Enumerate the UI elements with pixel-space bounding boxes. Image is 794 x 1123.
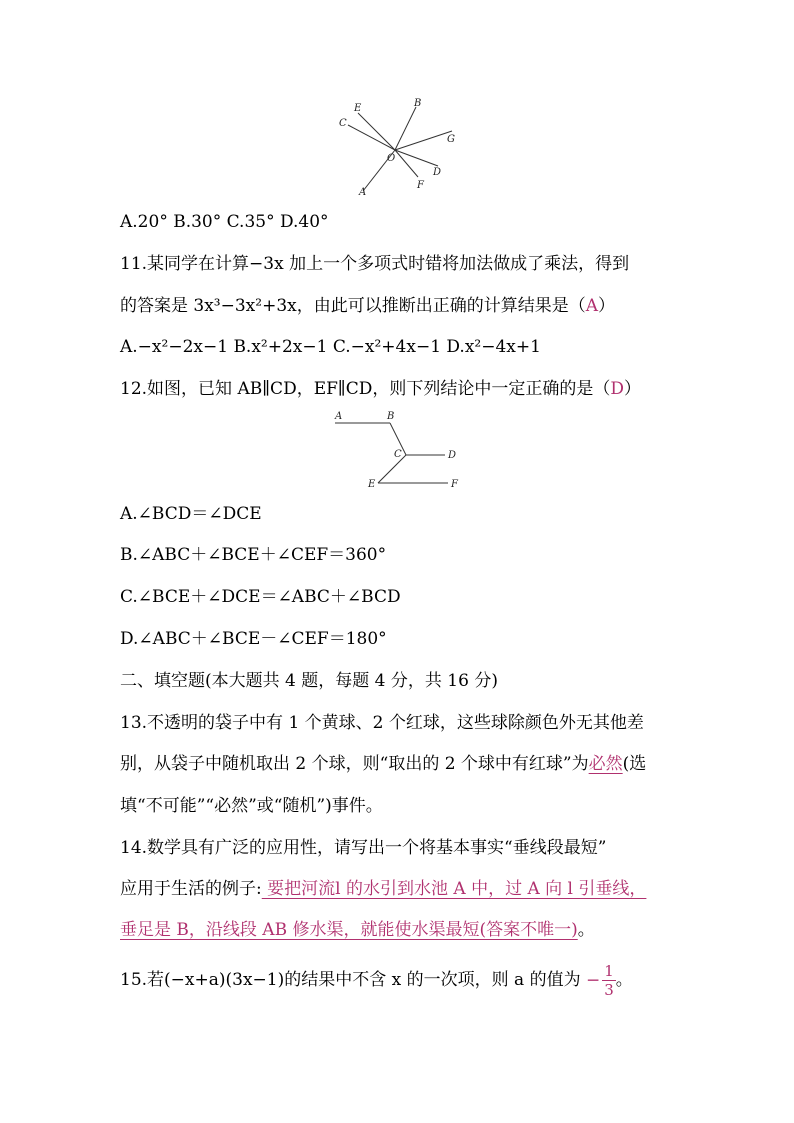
q14-answer-part2: 垂足是 B，沿线段 AB 修水渠，就能使水渠最短(答案不唯一) (120, 920, 578, 940)
figure-angle-lines (330, 95, 470, 200)
q10-options: A.20° B.30° C.35° D.40° (120, 212, 329, 232)
q12-option-c: C.∠BCE＋∠DCE＝∠ABC＋∠BCD (120, 587, 401, 607)
q12-option-b: B.∠ABC＋∠BCE＋∠CEF＝360° (120, 545, 387, 565)
q14-line3-suffix: 。 (577, 920, 595, 940)
q15-answer-sign: − (585, 970, 601, 991)
label-b: B (414, 98, 422, 109)
q14-line2-prefix: 应用于生活的例子: (120, 879, 262, 899)
q13-line1: 13.不透明的袋子中有 1 个黄球、2 个红球，这些球除颜色外无其他差 (120, 713, 644, 733)
q12-stem (120, 377, 641, 401)
q14-answer-part1: 要把河流l 的水引到水池 A 中，过 A 向 l 引垂线， (261, 879, 647, 899)
q15-answer-denominator: 3 (604, 981, 614, 999)
label-f: F (451, 479, 458, 490)
q13-line2 (120, 752, 646, 776)
q11-line2-prefix: 的答案是 3x³−3x²+3x，由此可以推断出正确的计算结果是（ (120, 296, 586, 316)
q12-stem-prefix: 12.如图，已知 AB∥CD，EF∥CD，则下列结论中一定正确的是（ (120, 379, 611, 399)
label-c: C (339, 118, 347, 129)
q13-answer: 必然 (588, 754, 623, 774)
label-b: B (387, 411, 395, 422)
section2-heading: 二、填空题(本大题共 4 题，每题 4 分，共 16 分) (120, 671, 498, 691)
label-d: D (448, 450, 457, 461)
label-o: O (387, 153, 396, 164)
label-a: A (335, 411, 343, 422)
q14-line3 (120, 918, 595, 942)
q11-options: A.−x²−2x−1 B.x²+2x−1 C.−x²+4x−1 D.x²−4x+1 (120, 337, 541, 357)
q12-stem-suffix: ） (624, 379, 642, 399)
line-ca (348, 125, 395, 150)
figure-parallel-lines (330, 405, 470, 493)
label-f: F (417, 180, 424, 191)
label-e: E (354, 103, 362, 114)
q15-stem: 15.若(−x+a)(3x−1)的结果中不含 x 的一次项，则 a 的值为 (120, 970, 581, 990)
q15-answer-numerator: 1 (604, 962, 614, 980)
label-e: E (368, 479, 376, 490)
q13-line2-prefix: 别，从袋子中随机取出 2 个球，则“取出的 2 个球中有红球”为 (120, 754, 589, 774)
label-g: G (447, 134, 455, 145)
line-og (395, 131, 452, 150)
line-ce (378, 455, 406, 483)
q12-option-a: A.∠BCD＝∠DCE (120, 504, 262, 524)
q13-line2-suffix: (选 (622, 754, 647, 774)
q15-line (120, 958, 633, 1003)
q15-suffix: 。 (615, 970, 633, 990)
q13-line3: 填“不可能”“必然”或“随机”)事件。 (120, 796, 383, 816)
q12-option-d: D.∠ABC＋∠BCE－∠CEF＝180° (120, 629, 387, 649)
q14-line2 (120, 877, 646, 901)
label-c: C (394, 449, 402, 460)
label-a: A (359, 187, 367, 198)
line-oe (358, 113, 395, 150)
q11-line2 (120, 294, 615, 318)
q15-answer-fraction (602, 962, 616, 999)
q11-answer: A (585, 296, 599, 316)
q11-line2-suffix: ） (598, 296, 616, 316)
q14-line1: 14.数学具有广泛的应用性，请写出一个将基本事实“垂线段最短” (120, 838, 607, 858)
label-d: D (433, 167, 442, 178)
q12-answer: D (610, 379, 625, 399)
q11-line1: 11.某同学在计算−3x 加上一个多项式时错将加法做成了乘法，得到 (120, 254, 630, 274)
